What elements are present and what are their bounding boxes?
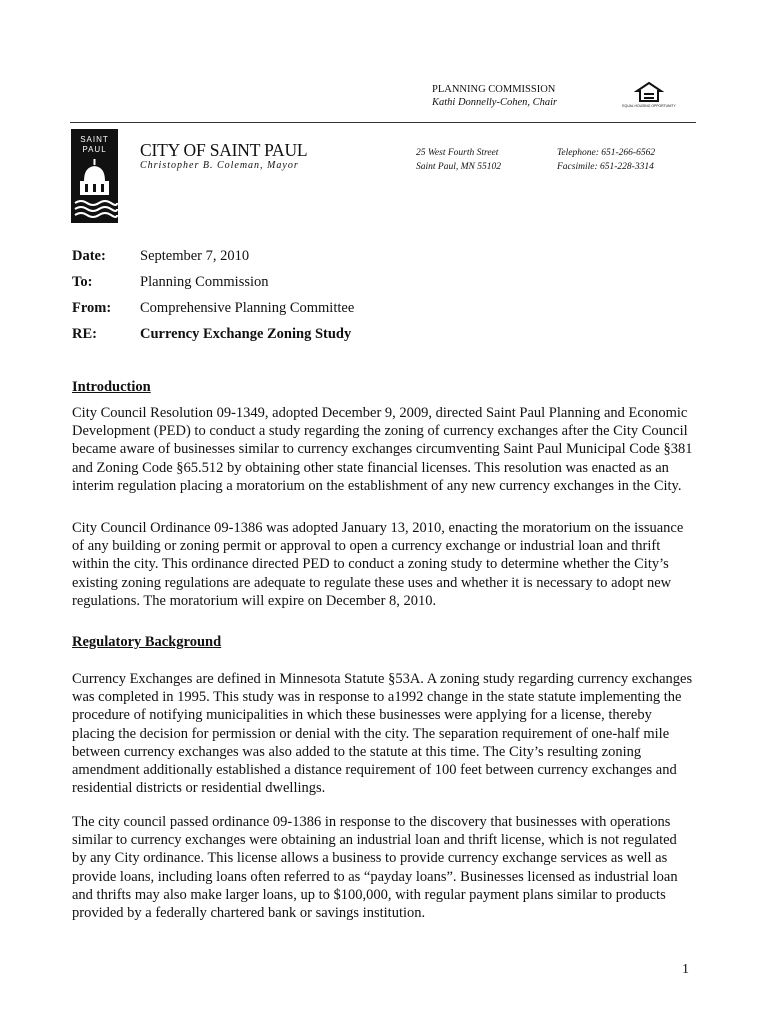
re-value: Currency Exchange Zoning Study xyxy=(140,326,352,342)
telephone: Telephone: 651-266-6562 xyxy=(557,148,656,158)
mayor-name: Christopher B. Coleman, Mayor xyxy=(140,160,299,171)
re-label: RE: xyxy=(72,326,97,342)
from-value: Comprehensive Planning Committee xyxy=(140,300,355,316)
regulatory-paragraph-1: Currency Exchanges are defined in Minnesota Statute §53A. A zoning study regarding currency exchanges was completed in 1995. This study was in response to a1992 change in the state statute implementing the procedure of notifying municipalities in which these businesses were applying for a license, thereby placing the decision for permission or denial with the city. The separation requirement of one-half mile between currency exchanges was also added to the statute at this time. The City’s resulting zoning amendment additionally established a distance requirement of 100 feet between currency exchanges and residential districts or residential dwellings. xyxy=(72,671,693,797)
from-label: From: xyxy=(72,300,112,316)
date-label: Date: xyxy=(72,248,106,264)
introduction-paragraph-2: City Council Ordinance 09-1386 was adopted January 13, 2010, enacting the moratorium on the issuance of any building or zoning permit or approval to open a currency exchange or industrial loan and thrift within the city. This ordinance directed PED to conduct a zoning study to determine whether the City’s existing zoning regulations are adequate to regulate these uses and whether it is necessary to adopt new regulations. The moratorium will expire on December 8, 2010. xyxy=(72,520,684,609)
to-value: Planning Commission xyxy=(140,274,269,290)
to-label: To: xyxy=(72,274,93,290)
address-line-1: 25 West Fourth Street xyxy=(416,148,499,158)
introduction-paragraph-1: City Council Resolution 09-1349, adopted December 9, 2009, directed Saint Paul Planning and Economic Development (PED) to conduct a study regarding the zoning of currency exchanges after the City Council became aware of businesses similar to currency exchanges circumventing Saint Paul Municipal Code §381 and Zoning Code §65.512 by obtaining other state financial licenses. This resolution was enacted as an interim regulation placing a moratorium on the establishment of any new currency exchanges in the City. xyxy=(72,405,693,494)
address-line-2: Saint Paul, MN 55102 xyxy=(416,162,501,172)
header-divider xyxy=(70,122,696,123)
introduction-heading: Introduction xyxy=(72,379,151,395)
planning-commission-block xyxy=(432,83,557,109)
eho-text: EQUAL HOUSING OPPORTUNITY xyxy=(622,104,676,108)
commission-chair: Kathi Donnelly-Cohen, Chair xyxy=(432,97,558,108)
facsimile: Facsimile: 651-228-3314 xyxy=(557,162,654,172)
saint-paul-seal-logo xyxy=(71,129,118,223)
equal-housing-icon xyxy=(622,82,676,108)
page-number: 1 xyxy=(682,962,689,977)
address-block xyxy=(416,146,501,174)
city-name: CITY OF SAINT PAUL xyxy=(140,140,308,160)
seal-text-paul: PAUL xyxy=(82,145,107,154)
contact-block xyxy=(557,146,655,174)
regulatory-background-heading: Regulatory Background xyxy=(72,634,222,650)
commission-name: PLANNING COMMISSION xyxy=(432,84,556,95)
seal-text-saint: SAINT xyxy=(80,135,109,144)
regulatory-paragraph-2: The city council passed ordinance 09-1386 in response to the discovery that businesses with operations similar to currency exchanges were obtaining an industrial loan and thrift license, which is not regulated by any City ordinance. This license allows a business to provide currency exchange services as well as provide loans, including loans often referred to as “payday loans”. Businesses licensed as industrial loan and thrifts may also make larger loans, up to $100,000, with regular payment plans similar to products provided by a federally chartered bank or savings institution. xyxy=(72,814,678,922)
date-value: September 7, 2010 xyxy=(140,248,250,264)
